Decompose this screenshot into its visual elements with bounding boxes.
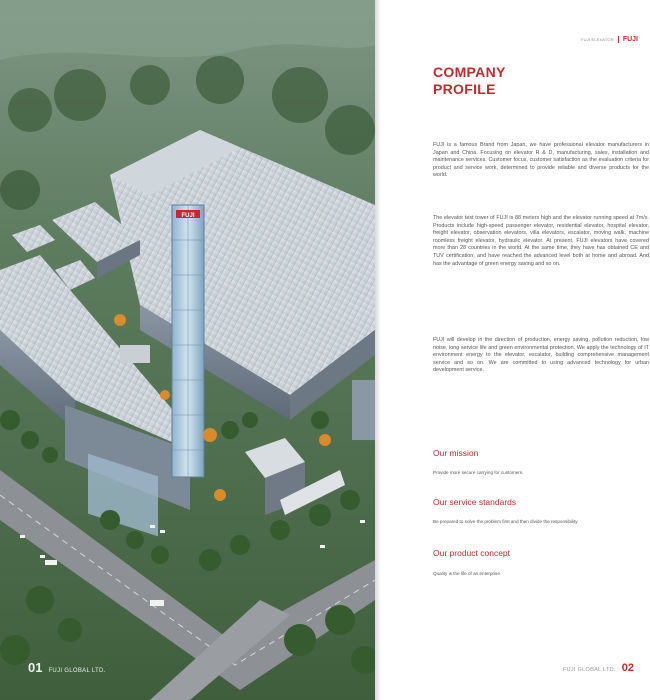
right-page-footer	[563, 662, 634, 674]
company-label-right: FUJI GLOBAL LTD.	[562, 667, 616, 673]
product-concept-heading: Our product concept	[433, 548, 511, 558]
header-brand-name: FUJI	[622, 36, 638, 43]
header-small-text: FUJI ELEVATOR	[580, 37, 614, 42]
profile-paragraph-3: FUJI will develop in the direction of production, energy saving, pollution reduction, low noise, long service life and green environmental protection. We apply the technology of IT environment energy to the elevator, escalator, building comprehensive management service and so on. We are committed to using advanced technology for urban development service.	[433, 337, 649, 374]
page-number-left: 01	[28, 660, 43, 675]
profile-paragraph-1: FUJI is a famous Brand from Japan, we have professional elevator manufacturers in Japan and China. Focusing on elevator R & D, manufacturing, sales, installation and maintenance services. Customer focus, customer satisfaction as the evaluation criteria for product and service work, determined to provide reliable and diverse products for the world.	[433, 142, 649, 179]
header-divider	[618, 36, 619, 43]
mission-heading: Our mission	[433, 448, 479, 458]
page-number-right: 02	[621, 662, 634, 674]
company-label-left: FUJI GLOBAL LTD.	[48, 668, 106, 674]
profile-paragraph-2: The elevator test tower of FUJI is 88 meters high and the elevator running speed at 7m/s. Products include high-speed passenger elevator, residential elevator, hospital elevator, freight elevator, observation elevators, villa elevators, escalator, moving walk, machine roomless freight elevator, hydraulic elevator. At present, FUJI elevators have covered more than 28 countries in the world. At the same time, they have has obtained CE and TUV certification, and have reached the advanced level both at home and abroad. And has the advantage of green energy saving and so on.	[433, 215, 649, 267]
product-concept-text: Quality is the life of an enterprise	[433, 571, 500, 576]
tower-sign: FUJI	[181, 213, 195, 219]
service-standards-heading: Our service standards	[433, 497, 517, 507]
service-standards-text: Be prepared to solve the problem first and then divide the responsibility.	[433, 519, 579, 524]
left-page-footer	[28, 660, 106, 675]
page-title: COMPANY PROFILE	[433, 64, 506, 97]
mission-text: Provide more secure carrying for customers.	[433, 470, 524, 475]
header-brand	[581, 36, 638, 43]
right-page	[381, 0, 650, 700]
